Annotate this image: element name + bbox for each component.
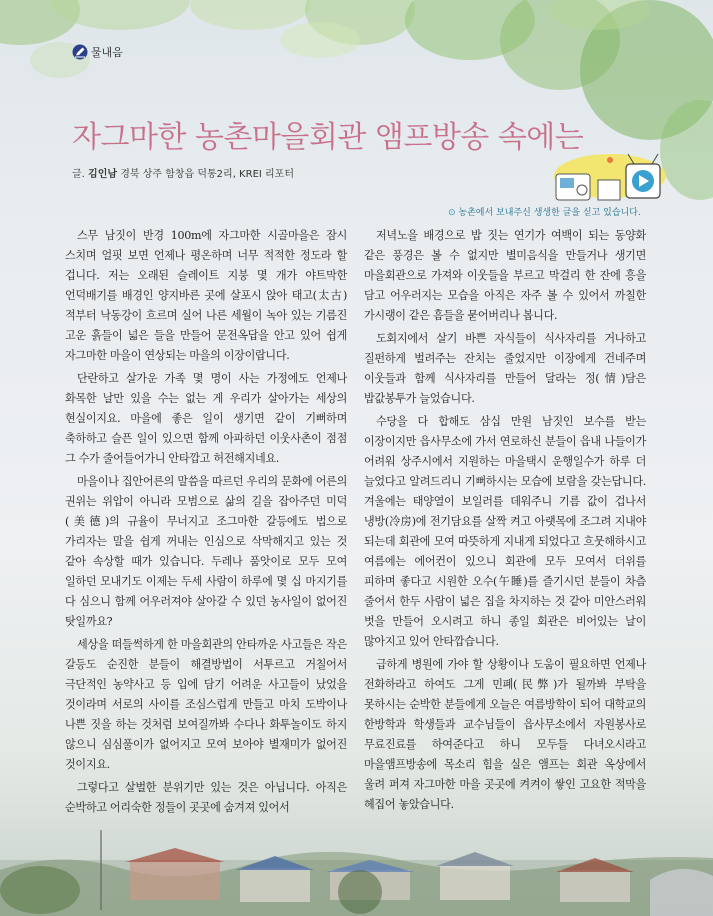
paragraph: 마을이나 집안어른의 말씀을 따르던 우리의 문화에 어른의 권위는 위압이 아니라 모범으로 삶의 길을 잡아주던 미덕(美德)의 규율이 무너지고 조그마한 갈등에도 법으로 가리자는 말을 쉽게 꺼내는 인심으로 삭막해지고 있는 것 같아 속상할 때가 있습니다. 두레나 품앗이로 모두 모여 일하던 모내기도 이제는 두세 사람이 하루에 몇 십 마지기를 다 심으니 함께 어우러져야 살아갈 수 있던 농사일이 없어진 탓일까요? xyxy=(65,475,347,628)
photo-caption xyxy=(448,205,641,218)
paragraph: 단란하고 살가운 가족 몇 명이 사는 가정에도 언제나 화목한 날만 있을 수는 없는 게 우리가 살아가는 세상의 현실이지요. 마을에 좋은 일이 생기면 같이 기뻐하며 축하하고 슬픈 일이 있으면 함께 아파하던 이웃사촌이 점점 그 수가 줄어들어가니 안타깝고 허전해지네요. xyxy=(65,372,347,465)
pencil-icon xyxy=(72,44,88,60)
radio-illustration-icon xyxy=(548,150,666,208)
paragraph: 급하게 병원에 가야 할 상황이나 도움이 필요하면 언제나 전화하라고 하여도 그게 민폐(民弊)가 될까봐 부탁을 못하시는 순박한 분들에게 오늘은 여름방학이 되어 대학교의 한방학과 학생들과 교수님들이 읍사무소에서 자원봉사로 무료진료를 하여준다고 하니 모두들 다녀오시라고 마을앰프방송에 목소리 힘을 실은 앰프는 회관 옥상에서 울려 퍼져 자그마한 마을 곳곳에 켜켜이 쌓인 고요한 적막을 헤집어 놓았습니다. xyxy=(364,658,646,811)
article-column-right xyxy=(364,226,646,818)
paragraph: 도회지에서 살기 바쁜 자식들이 식사자리를 거나하고 질펀하게 벌려주는 잔치는 줄었지만 이장에게 건네주며 이웃들과 함께 식사자리를 만들어 달라는 정(情)담은 밥값봉투가 늘었습니다. xyxy=(364,332,646,405)
article-title: 자그마한 농촌마을회관 앰프방송 속에는 xyxy=(72,120,584,155)
village-photo-decoration xyxy=(0,820,713,916)
paragraph: 그렇다고 살벌한 분위기만 있는 것은 아닙니다. 아직은 순박하고 어리숙한 정들이 곳곳에 숨겨져 있어서 xyxy=(65,781,347,814)
section-label: 물내음 xyxy=(91,46,123,59)
author-name: 김인남 xyxy=(88,169,118,180)
paragraph: 세상을 떠들썩하게 한 마을회관의 안타까운 사고들은 작은 갈등도 순진한 분들이 해결방법이 서투르고 거칠어서 극단적인 농약사고 등 입에 담기 어려운 사고들이 났었을 것이라며 서로의 사이를 조심스럽게 만들고 마치 도박이나 나쁜 짓을 하는 것처럼 보여질까봐 수다나 화투놀이도 하지 않으니 심심풀이가 없어지고 모여 보아야 별재미가 없어진 것이지요. xyxy=(65,638,347,771)
byline xyxy=(72,165,294,180)
author-details: 경북 상주 함창읍 덕통2리, KREI 리포터 xyxy=(120,169,294,180)
paragraph: 수당을 다 합해도 삼십 만원 남짓인 보수를 받는 이장이지만 읍사무소에 가서 연로하신 분들이 읍내 나들이가 어려워 상주시에서 지원하는 마을택시 운행일수가 하루 더 늘었다고 알려드리니 기뻐하시는 모습에 보람을 갖는답니다. 겨울에는 태양열이 보일러를 데워주니 기름 값이 겁나서 냉방(冷房)에 전기담요를 살짝 켜고 아랫목에 조그려 지내야 되는데 회관에 모여 따뜻하게 지내게 되었다고 흐뭇해하시고 여름에는 에어컨이 있으니 회관에 모두 모여서 더위를 피하며 좋다고 시원한 오수(午睡)를 즐기시던 분들이 차츰 줄어서 한두 사람이 넓은 집을 차지하는 것 같아 미안스러워 벗을 만들어 오시려고 하니 종일 회관은 비어있는 날이 많아지고 있어 안타깝습니다. xyxy=(364,415,646,648)
caption-text: 농촌에서 보내주신 생생한 글을 싣고 있습니다. xyxy=(458,208,641,218)
paragraph: 스무 남짓이 반경 100m에 자그마한 시골마을은 잠시 스치며 얼핏 보면 언제나 평온하며 너무 적적한 정도라 할 겁니다. 저는 오래된 슬레이트 지붕 몇 개가 야트막한 언덕배기를 배경인 양지바른 곳에 살포시 앉아 태고(太古)적부터 낙동강이 흐르며 실어 나른 세월이 녹아 있는 기름진 고운 흙들이 넓은 들을 만들어 문전옥답을 안고 있어 쉽게 자그마한 마을이 연상되는 마을의 이장이랍니다. xyxy=(65,229,347,362)
caption-marker: ⊙ xyxy=(448,208,456,218)
paragraph: 저녁노을 배경으로 밥 짓는 연기가 여백이 되는 동양화 같은 풍경은 볼 수 없지만 별미음식을 만들거나 생기면 마을회관으로 가져와 이웃들을 부르고 막걸리 한 잔에 흥을 담고 어우러지는 모습을 아직은 자주 볼 수 있어서 까칠한 가시랭이 같은 흠들을 묻어버리나 봅니다. xyxy=(364,229,646,322)
article-column-left xyxy=(65,226,347,821)
byline-prefix: 글. xyxy=(72,169,85,180)
section-tag xyxy=(72,44,123,60)
